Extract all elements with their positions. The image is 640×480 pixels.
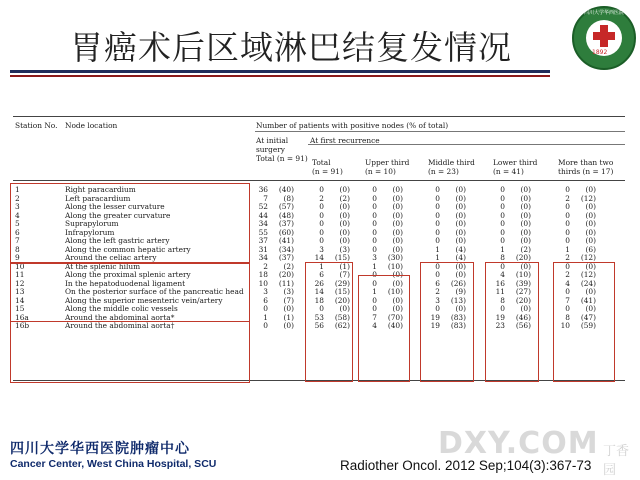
- count-cell: 18: [258, 270, 268, 279]
- percent-cell: (59): [580, 321, 596, 330]
- percent-cell: (0): [520, 210, 531, 220]
- count-cell: 0: [372, 270, 377, 279]
- count-cell: 1: [263, 312, 268, 322]
- count-cell: 0: [500, 193, 505, 203]
- count-cell: 0: [500, 210, 505, 220]
- institution-cn: 四川大学华西医院肿瘤中心: [10, 441, 190, 457]
- count-cell: 0: [372, 236, 377, 245]
- initial-header-line-3: Total (n = 91): [256, 154, 308, 163]
- table-top-rule: [13, 116, 625, 117]
- percent-cell: (10): [515, 270, 531, 279]
- count-cell: 2: [565, 253, 570, 262]
- count-cell: 0: [372, 185, 377, 194]
- percent-cell: (27): [515, 287, 531, 296]
- station-cell: 11: [15, 270, 25, 279]
- location-cell: Around the abdominal aorta†: [65, 321, 175, 330]
- count-cell: 2: [565, 193, 570, 203]
- count-cell: 52: [258, 202, 268, 211]
- count-cell: 0: [565, 210, 570, 220]
- percent-cell: (34): [278, 244, 294, 254]
- percent-cell: (57): [278, 202, 294, 211]
- count-cell: 8: [565, 312, 570, 322]
- percent-cell: (70): [387, 312, 403, 322]
- count-cell: 0: [435, 304, 440, 313]
- percent-cell: (0): [520, 236, 531, 245]
- sub-header-upper: [365, 158, 409, 176]
- percent-cell: (6): [585, 244, 596, 254]
- count-cell: 0: [565, 202, 570, 211]
- station-cell: 3: [15, 202, 20, 211]
- station-cell: 1: [15, 185, 20, 194]
- location-cell: Along the superior mesenteric vein/artery: [65, 295, 223, 305]
- count-cell: 0: [435, 261, 440, 271]
- percent-cell: (0): [520, 219, 531, 228]
- location-cell: Along the middle colic vessels: [65, 304, 178, 313]
- count-cell: 0: [500, 304, 505, 313]
- percent-cell: (20): [515, 295, 531, 305]
- sub-header-line-1: Upper third: [365, 158, 410, 167]
- sub-header-line-2: (n = 91): [312, 167, 343, 176]
- count-cell: 10: [258, 278, 268, 288]
- count-cell: 0: [372, 202, 377, 211]
- percent-cell: (15): [334, 253, 350, 262]
- percent-cell: (0): [392, 295, 403, 305]
- count-cell: 1: [319, 261, 324, 271]
- location-cell: At the splenic hilum: [65, 261, 141, 271]
- count-cell: 1: [435, 253, 440, 262]
- sub-header-line-1: Middle third: [428, 158, 475, 167]
- percent-cell: (9): [455, 287, 466, 296]
- count-cell: 0: [565, 185, 570, 194]
- count-cell: 14: [314, 287, 324, 296]
- percent-cell: (4): [455, 253, 466, 262]
- percent-cell: (60): [278, 227, 294, 237]
- location-cell: Infrapylorum: [65, 227, 115, 237]
- percent-cell: (0): [520, 185, 531, 194]
- initial-surgery-header: [256, 136, 308, 163]
- percent-cell: (0): [455, 227, 466, 237]
- count-cell: 8: [500, 253, 505, 262]
- station-cell: 12: [15, 278, 25, 288]
- count-cell: 4: [565, 278, 570, 288]
- count-cell: 8: [500, 295, 505, 305]
- percent-cell: (83): [450, 312, 466, 322]
- location-cell: In the hepatoduodenal ligament: [65, 278, 186, 288]
- count-cell: 1: [565, 244, 570, 254]
- count-cell: 7: [372, 312, 377, 322]
- percent-cell: (0): [339, 219, 350, 228]
- initial-header-line-2: surgery: [256, 145, 285, 154]
- highlight-box-total: [305, 262, 353, 382]
- count-cell: 0: [372, 210, 377, 220]
- percent-cell: (0): [392, 304, 403, 313]
- percent-cell: (1): [339, 261, 350, 271]
- count-cell: 19: [495, 312, 505, 322]
- count-cell: 0: [500, 261, 505, 271]
- count-cell: 0: [500, 227, 505, 237]
- highlight-box-stations-1-7: [10, 183, 250, 263]
- percent-cell: (0): [585, 219, 596, 228]
- count-cell: 18: [314, 295, 324, 305]
- count-cell: 0: [565, 219, 570, 228]
- count-cell: 0: [319, 185, 324, 194]
- station-cell: 13: [15, 287, 25, 296]
- location-cell: Suprapylorum: [65, 219, 119, 228]
- percent-cell: (0): [455, 304, 466, 313]
- percent-cell: (0): [455, 193, 466, 203]
- title-rule-red: [10, 75, 550, 77]
- percent-cell: (0): [392, 219, 403, 228]
- watermark: DXY.COM: [438, 426, 599, 461]
- percent-cell: (0): [585, 261, 596, 271]
- count-cell: 14: [314, 253, 324, 262]
- count-cell: 0: [435, 227, 440, 237]
- station-cell: 9: [15, 253, 20, 262]
- count-cell: 0: [319, 227, 324, 237]
- percent-cell: (10): [387, 287, 403, 296]
- sub-header-line-1: Total: [312, 158, 331, 167]
- percent-cell: (7): [283, 295, 294, 305]
- percent-cell: (0): [339, 236, 350, 245]
- percent-cell: (47): [580, 312, 596, 322]
- count-cell: 4: [500, 270, 505, 279]
- percent-cell: (13): [450, 295, 466, 305]
- count-cell: 26: [314, 278, 324, 288]
- count-cell: 7: [263, 193, 268, 203]
- sub-header-line-2: (n = 23): [428, 167, 459, 176]
- highlight-box-lower: [485, 262, 539, 382]
- percent-cell: (0): [455, 210, 466, 220]
- percent-cell: (0): [585, 210, 596, 220]
- count-cell: 23: [495, 321, 505, 330]
- count-cell: 0: [372, 219, 377, 228]
- count-cell: 44: [258, 210, 268, 220]
- count-cell: 3: [319, 244, 324, 254]
- percent-cell: (24): [580, 278, 596, 288]
- count-cell: 1: [372, 287, 377, 296]
- count-cell: 55: [258, 227, 268, 237]
- count-cell: 0: [435, 202, 440, 211]
- count-cell: 3: [435, 295, 440, 305]
- station-cell: 7: [15, 236, 20, 245]
- watermark-cn: 丁香园: [603, 444, 630, 478]
- percent-cell: (0): [585, 202, 596, 211]
- percent-cell: (0): [585, 287, 596, 296]
- percent-cell: (0): [392, 193, 403, 203]
- count-cell: 4: [372, 321, 377, 330]
- percent-cell: (20): [334, 295, 350, 305]
- percent-cell: (0): [520, 202, 531, 211]
- count-cell: 0: [319, 304, 324, 313]
- highlight-box-more: [553, 262, 615, 382]
- count-cell: 1: [435, 244, 440, 254]
- count-cell: 19: [430, 312, 440, 322]
- percent-cell: (0): [339, 210, 350, 220]
- percent-cell: (2): [520, 244, 531, 254]
- highlight-box-upper: [358, 275, 410, 382]
- percent-cell: (0): [392, 202, 403, 211]
- count-cell: 0: [565, 304, 570, 313]
- percent-cell: (26): [450, 278, 466, 288]
- count-cell: 0: [500, 202, 505, 211]
- count-cell: 0: [372, 304, 377, 313]
- station-cell: 5: [15, 219, 20, 228]
- percent-cell: (37): [278, 253, 294, 262]
- percent-cell: (39): [515, 278, 531, 288]
- location-cell: Along the left gastric artery: [65, 236, 170, 245]
- count-cell: 0: [319, 219, 324, 228]
- percent-cell: (41): [580, 295, 596, 305]
- percent-cell: (0): [392, 227, 403, 237]
- sub-header-total: [312, 158, 343, 176]
- logo-cross-bar: [593, 32, 615, 40]
- count-cell: 53: [314, 312, 324, 322]
- percent-cell: (1): [283, 312, 294, 322]
- sub-header-line-2: thirds (n = 17): [558, 167, 614, 176]
- count-cell: 34: [258, 253, 268, 262]
- percent-cell: (48): [278, 210, 294, 220]
- percent-cell: (0): [339, 185, 350, 194]
- count-cell: 11: [495, 287, 505, 296]
- percent-cell: (0): [520, 261, 531, 271]
- location-cell: Around the celiac artery: [65, 253, 157, 262]
- count-cell: 0: [565, 236, 570, 245]
- percent-cell: (0): [455, 185, 466, 194]
- sub-header-line-1: Lower third: [493, 158, 538, 167]
- percent-cell: (0): [455, 261, 466, 271]
- percent-cell: (0): [392, 278, 403, 288]
- count-cell: 0: [500, 185, 505, 194]
- count-cell: 56: [314, 321, 324, 330]
- percent-cell: (0): [585, 304, 596, 313]
- percent-cell: (12): [580, 193, 596, 203]
- count-cell: 2: [435, 287, 440, 296]
- group-header-rule: [255, 131, 625, 132]
- sub-header-middle: [428, 158, 475, 176]
- percent-cell: (20): [278, 270, 294, 279]
- percent-cell: (12): [580, 270, 596, 279]
- institution-en: Cancer Center, West China Hospital, SCU: [10, 458, 217, 470]
- count-cell: 0: [372, 295, 377, 305]
- percent-cell: (0): [585, 236, 596, 245]
- percent-cell: (0): [392, 244, 403, 254]
- count-cell: 2: [565, 270, 570, 279]
- count-cell: 0: [372, 244, 377, 254]
- percent-cell: (0): [585, 185, 596, 194]
- sub-header-more: [558, 158, 613, 176]
- percent-cell: (37): [278, 219, 294, 228]
- count-cell: 16: [495, 278, 505, 288]
- count-cell: 36: [258, 185, 268, 194]
- count-cell: 1: [500, 244, 505, 254]
- sub-header-line-2: (n = 10): [365, 167, 396, 176]
- count-cell: 0: [319, 202, 324, 211]
- percent-cell: (4): [455, 244, 466, 254]
- recurrence-header: At first recurrence: [310, 136, 380, 145]
- percent-cell: (2): [339, 193, 350, 203]
- count-cell: 37: [258, 236, 268, 245]
- count-cell: 3: [372, 253, 377, 262]
- percent-cell: (0): [520, 304, 531, 313]
- sub-header-line-1: More than two: [558, 158, 614, 167]
- count-cell: 3: [263, 287, 268, 296]
- station-cell: 14: [15, 295, 25, 305]
- station-cell: 10: [15, 261, 25, 271]
- percent-cell: (0): [455, 236, 466, 245]
- percent-cell: (62): [334, 321, 350, 330]
- percent-cell: (0): [585, 227, 596, 237]
- percent-cell: (0): [392, 270, 403, 279]
- percent-cell: (0): [520, 193, 531, 203]
- percent-cell: (0): [520, 227, 531, 237]
- highlight-box-stations-8-12: [10, 263, 250, 322]
- count-cell: 0: [500, 236, 505, 245]
- count-cell: 6: [263, 295, 268, 305]
- percent-cell: (10): [387, 261, 403, 271]
- percent-cell: (12): [580, 253, 596, 262]
- percent-cell: (3): [283, 287, 294, 296]
- count-cell: 0: [435, 185, 440, 194]
- hospital-logo-icon: [572, 6, 636, 70]
- percent-cell: (29): [334, 278, 350, 288]
- station-cell: 8: [15, 244, 20, 254]
- table-header-bottom-rule: [13, 180, 625, 181]
- title-rule-dark: [10, 70, 550, 73]
- citation: Radiother Oncol. 2012 Sep;104(3):367-73: [340, 458, 592, 473]
- station-cell: 4: [15, 210, 20, 220]
- station-cell: 16a: [15, 312, 29, 322]
- count-cell: 34: [258, 219, 268, 228]
- percent-cell: (2): [283, 261, 294, 271]
- initial-header-line-1: At initial: [256, 136, 289, 145]
- logo-ring-text: 四川大学华西医院: [583, 10, 624, 16]
- location-cell: Left paracardium: [65, 193, 131, 203]
- location-cell: On the posterior surface of the pancreatic head: [65, 287, 244, 296]
- percent-cell: (0): [339, 202, 350, 211]
- percent-cell: (0): [392, 185, 403, 194]
- percent-cell: (11): [278, 278, 294, 288]
- logo-year: 1892: [592, 49, 608, 56]
- count-cell: 0: [500, 219, 505, 228]
- count-cell: 0: [263, 304, 268, 313]
- location-cell: Around the abdominal aorta*: [65, 312, 175, 322]
- percent-cell: (40): [387, 321, 403, 330]
- highlight-box-middle: [420, 262, 474, 382]
- station-cell: 15: [15, 304, 25, 313]
- percent-cell: (0): [339, 227, 350, 237]
- col-location-header: Node location: [65, 121, 118, 130]
- station-cell: 2: [15, 193, 20, 203]
- percent-cell: (20): [515, 253, 531, 262]
- percent-cell: (0): [392, 210, 403, 220]
- count-cell: 7: [565, 295, 570, 305]
- count-cell: 0: [372, 193, 377, 203]
- location-cell: Right paracardium: [65, 185, 136, 194]
- page-title: 胃癌术后区域淋巴结复发情况: [70, 28, 512, 67]
- count-cell: 0: [319, 236, 324, 245]
- count-cell: 19: [430, 321, 440, 330]
- count-cell: 0: [565, 227, 570, 237]
- percent-cell: (0): [283, 304, 294, 313]
- count-cell: 1: [372, 261, 377, 271]
- percent-cell: (0): [339, 304, 350, 313]
- percent-cell: (41): [278, 236, 294, 245]
- count-cell: 0: [565, 287, 570, 296]
- count-cell: 31: [258, 244, 268, 254]
- count-cell: 0: [435, 219, 440, 228]
- col-station-header: Station No.: [15, 121, 58, 130]
- station-cell: 6: [15, 227, 20, 237]
- percent-cell: (40): [278, 185, 294, 194]
- group-header: Number of patients with positive nodes (% of total): [256, 121, 449, 130]
- percent-cell: (56): [515, 321, 531, 330]
- count-cell: 0: [435, 236, 440, 245]
- sub-header-lower: [493, 158, 537, 176]
- count-cell: 6: [319, 270, 324, 279]
- count-cell: 6: [435, 278, 440, 288]
- percent-cell: (8): [283, 193, 294, 203]
- station-cell: 16b: [15, 321, 30, 330]
- percent-cell: (46): [515, 312, 531, 322]
- count-cell: 0: [263, 321, 268, 330]
- count-cell: 0: [435, 270, 440, 279]
- percent-cell: (0): [455, 202, 466, 211]
- location-cell: Along the common hepatic artery: [65, 244, 191, 254]
- highlight-box-stations-13-16: [10, 321, 250, 383]
- location-cell: Along the lesser curvature: [65, 202, 165, 211]
- count-cell: 0: [435, 210, 440, 220]
- location-cell: Along the greater curvature: [65, 210, 171, 220]
- percent-cell: (3): [339, 244, 350, 254]
- count-cell: 0: [372, 278, 377, 288]
- percent-cell: (30): [387, 253, 403, 262]
- count-cell: 2: [263, 261, 268, 271]
- location-cell: Along the proximal splenic artery: [65, 270, 191, 279]
- count-cell: 0: [319, 210, 324, 220]
- percent-cell: (0): [283, 321, 294, 330]
- percent-cell: (58): [334, 312, 350, 322]
- count-cell: 10: [560, 321, 570, 330]
- count-cell: 0: [565, 261, 570, 271]
- count-cell: 2: [319, 193, 324, 203]
- count-cell: 0: [435, 193, 440, 203]
- percent-cell: (7): [339, 270, 350, 279]
- count-cell: 0: [372, 227, 377, 237]
- percent-cell: (0): [392, 236, 403, 245]
- percent-cell: (0): [455, 219, 466, 228]
- sub-header-line-2: (n = 41): [493, 167, 524, 176]
- percent-cell: (15): [334, 287, 350, 296]
- percent-cell: (0): [455, 270, 466, 279]
- percent-cell: (83): [450, 321, 466, 330]
